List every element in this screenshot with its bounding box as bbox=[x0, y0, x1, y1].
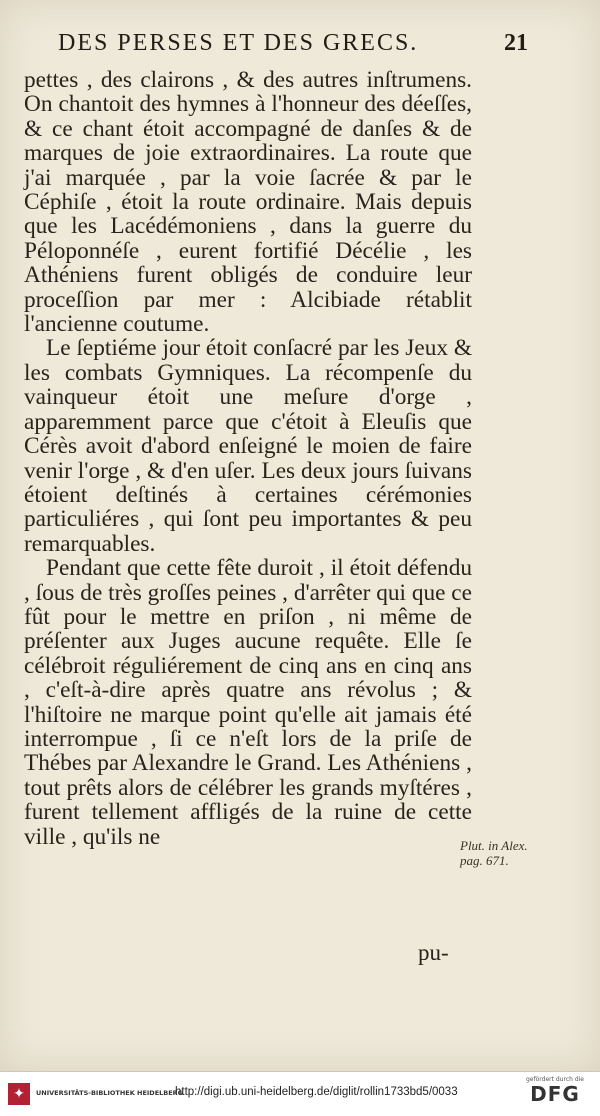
library-logo-text: UNIVERSITÄTS-BIBLIOTHEK HEIDELBERG bbox=[36, 1089, 184, 1098]
body-text bbox=[24, 68, 472, 849]
paragraph-2: Le ſeptiéme jour étoit conſacré par les Jeux & les combats Gymniques. La récompenſe du vainqueur étoit une meſure d'orge , apparemment parce que c'étoit à Eleuſis que Cérès avoit d'abord enſeigné le moien de faire venir l'orge , & d'en uſer. Les deux jours ſuivans étoient deſtinés à certaines cérémonies particuliéres , qui ſont peu importantes & peu remarquables. bbox=[24, 335, 472, 557]
running-title: DES PERSES ET DES GRECS. bbox=[58, 30, 419, 56]
dfg-logo[interactable] bbox=[520, 1076, 590, 1105]
library-logo[interactable] bbox=[8, 1083, 183, 1105]
dfg-caption: gefördert durch die bbox=[526, 1076, 584, 1083]
page-header bbox=[58, 30, 528, 57]
viewer-footer bbox=[0, 1071, 600, 1116]
source-url-link[interactable]: http://digi.ub.uni-heidelberg.de/diglit/rollin1733bd5/0033 bbox=[175, 1086, 458, 1098]
paragraph-3: Pendant que cette fête duroit , il étoit défendu , ſous de très groſſes peines , d'arrêter qui que ce fût pour le mettre en priſon , ni même de préſenter aux Juges aucune requête. Elle ſe célébroit réguliérement de cinq ans en cinq ans , c'eſt-à-dire après quatre ans révolus ; & l'hiſtoire ne marque point qu'elle ait jamais été interrompue , ſi ce n'eſt lors de la priſe de Thébes par Alexandre le Grand. Les Athéniens , tout prêts alors de célébrer les grands myſtéres , furent tellement affligés de la ruine de cette ville , qu'ils ne bbox=[24, 555, 472, 850]
catchword: pu- bbox=[418, 940, 449, 965]
library-logo-icon: ✦ bbox=[8, 1083, 30, 1105]
dfg-text: DFG bbox=[530, 1082, 580, 1106]
margin-note: Plut. in Alex. pag. 671. bbox=[460, 838, 528, 868]
page-number: 21 bbox=[504, 30, 528, 56]
paragraph-1: pettes , des clairons , & des autres inſtrumens. On chantoit des hymnes à l'honneur des déeſſes, & ce chant étoit accompagné de danſes & de marques de joie extraordinaires. La route que j'ai marquée , par la voie ſacrée & par le Céphiſe , étoit la route ordinaire. Mais depuis que les Lacédémoniens , dans la guerre du Péloponnéſe , eurent fortifié Décélie , les Athéniens furent obligés de conduire leur proceſſion par mer : Alcibiade rétablit l'ancienne coutume. bbox=[24, 67, 472, 338]
